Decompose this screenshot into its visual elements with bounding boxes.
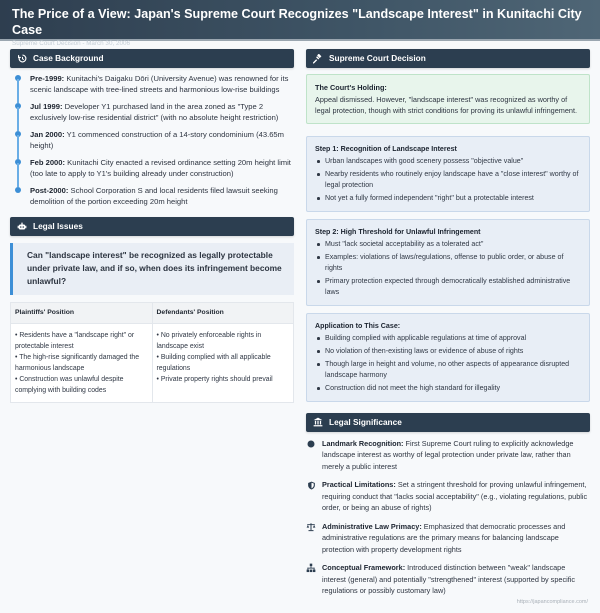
significance-text: Introduced distinction between "weak" landscape interest (general) and potentially "strengthened" interest (supported by specific regulations or possibly customary law) bbox=[322, 563, 576, 595]
decision-title: Supreme Court Decision bbox=[329, 53, 426, 64]
step-title: Application to This Case: bbox=[315, 321, 401, 330]
timeline-text: Developer Y1 purchased land in the area zoned as "Type 2 exclusively low-rise residential district" (with no absolute height restriction) bbox=[30, 102, 279, 122]
step-item: Construction did not meet the high standard for illegality bbox=[315, 383, 581, 394]
table-row bbox=[11, 323, 294, 402]
significance-text: Emphasized that democratic processes and administrative regulations are the primary means for balancing landscape protection with property development rights bbox=[322, 521, 566, 554]
step-2-box bbox=[306, 219, 590, 306]
holding-text: Appeal dismissed. However, "landscape interest" was recognized as worthy of legal protection, though with strict conditions for proving its unlawful infringement. bbox=[315, 94, 578, 115]
application-box bbox=[306, 313, 590, 402]
timeline-date: Pre-1999: bbox=[30, 74, 65, 83]
significance-item bbox=[306, 521, 590, 556]
legal-question: Can "landscape interest" be recognized as legally protectable under private law, and if so, when does its infringement become unlawful? bbox=[10, 243, 294, 295]
significance-text: Set a stringent threshold for proving unlawful infringement, requiring conduct that "lacks social acceptability" (e.g., violating regulations, public order, or being an abuse of rights) bbox=[322, 480, 588, 512]
significance-item bbox=[306, 479, 590, 514]
plaintiffs-header: Plaintiffs' Position bbox=[11, 303, 153, 324]
legal-issues-title: Legal Issues bbox=[33, 221, 83, 232]
timeline-connector bbox=[17, 135, 19, 159]
gavel-icon bbox=[313, 54, 323, 64]
timeline-item bbox=[30, 73, 294, 101]
defendants-cell bbox=[152, 323, 294, 402]
balance-icon bbox=[17, 222, 27, 232]
timeline-connector bbox=[17, 79, 19, 103]
step-item: Though large in height and volume, no other aspects of appearance disrupted landscape harmony bbox=[315, 359, 581, 381]
footer-url[interactable]: https://japancompliance.com/ bbox=[516, 599, 588, 606]
significance-label: Landmark Recognition: bbox=[322, 438, 404, 448]
step-title: Step 1: Recognition of Landscape Interest bbox=[315, 144, 457, 153]
page-header bbox=[0, 0, 600, 47]
step-item: Examples: violations of laws/regulations, offense to public order, or abuse of rights bbox=[315, 252, 581, 274]
defendant-point: • No privately enforceable rights in landscape exist bbox=[156, 331, 262, 350]
case-background-title: Case Background bbox=[33, 53, 104, 64]
timeline-item bbox=[30, 157, 294, 185]
plaintiff-point: • The high-rise significantly damaged the harmonious landscape bbox=[15, 353, 140, 372]
step-item: Nearby residents who routinely enjoy landscape have a "close interest" worthy of legal protection bbox=[315, 169, 581, 191]
timeline-connector bbox=[17, 107, 19, 131]
history-icon bbox=[17, 54, 27, 64]
page-subtitle: Supreme Court Decision - March 30, 2006 bbox=[12, 40, 130, 47]
timeline-date: Jul 1999: bbox=[30, 102, 63, 111]
decision-header bbox=[306, 49, 590, 68]
significance-label: Administrative Law Primacy: bbox=[322, 521, 422, 531]
timeline-date: Jan 2000: bbox=[30, 130, 65, 139]
step-item: Must "lack societal acceptability as a tolerated act" bbox=[315, 239, 581, 250]
plaintiff-point: • Construction was unlawful despite complying with building codes bbox=[15, 375, 124, 394]
holding-title: The Court's Holding: bbox=[315, 83, 387, 92]
timeline bbox=[10, 73, 294, 213]
significance-header bbox=[306, 413, 590, 432]
sitemap-icon bbox=[306, 563, 316, 573]
step-title: Step 2: High Threshold for Unlawful Infringement bbox=[315, 227, 481, 236]
significance-list bbox=[306, 438, 590, 597]
timeline-text: Y1 commenced construction of a 14-story condominium (43.65m height) bbox=[30, 130, 284, 150]
timeline-text: Kunitachi's Daigaku Dōri (University Avenue) was renowned for its scenic landscape with tree-lined streets and harmonious low-rise buildings bbox=[30, 74, 289, 94]
significance-label: Conceptual Framework: bbox=[322, 563, 406, 572]
timeline-item bbox=[30, 185, 294, 213]
legal-issues-header bbox=[10, 217, 294, 236]
circle-icon bbox=[306, 439, 316, 449]
timeline-item bbox=[30, 129, 294, 157]
timeline-connector bbox=[17, 163, 19, 187]
step-item: Building complied with applicable regulations at time of approval bbox=[315, 333, 581, 344]
significance-text: First Supreme Court ruling to explicitly acknowledge landscape interest as worthy of legal protection under private law, rather than merely a public interest bbox=[322, 438, 574, 471]
page-title: The Price of a View: Japan's Supreme Court Recognizes "Landscape Interest" in Kunitachi City Case bbox=[12, 7, 582, 37]
step-item: Primary protection expected through democratically established administrative laws bbox=[315, 276, 581, 298]
timeline-date: Feb 2000: bbox=[30, 158, 66, 167]
shield-icon bbox=[306, 480, 316, 490]
timeline-text: School Corporation S and local residents filed lawsuit seeking demolition of the portion exceeding 20m height bbox=[30, 186, 278, 206]
timeline-text: Kunitachi City enacted a revised ordinance setting 20m height limit (too late to apply to Y1's building already under construction) bbox=[30, 158, 291, 178]
significance-label: Practical Limitations: bbox=[322, 480, 396, 489]
plaintiffs-cell bbox=[11, 323, 153, 402]
table-header-row bbox=[11, 303, 294, 324]
plaintiff-point: • Residents have a "landscape right" or protectable interest bbox=[15, 331, 135, 350]
timeline-dot bbox=[15, 187, 21, 193]
step-1-box bbox=[306, 136, 590, 212]
timeline-date: Post-2000: bbox=[30, 186, 69, 195]
defendant-point: • Private property rights should prevail bbox=[156, 375, 273, 383]
right-column bbox=[306, 49, 590, 604]
defendant-point: • Building complied with all applicable regulations bbox=[156, 353, 271, 372]
timeline-item bbox=[30, 101, 294, 129]
case-background-header bbox=[10, 49, 294, 68]
significance-item bbox=[306, 438, 590, 473]
step-item: No violation of then-existing laws or evidence of abuse of rights bbox=[315, 346, 581, 357]
step-item: Urban landscapes with good scenery possess "objective value" bbox=[315, 156, 581, 167]
significance-item bbox=[306, 562, 590, 597]
step-item: Not yet a fully formed independent "right" but a protectable interest bbox=[315, 193, 581, 204]
defendants-header: Defendants' Position bbox=[152, 303, 294, 324]
court-holding bbox=[306, 74, 590, 124]
significance-title: Legal Significance bbox=[329, 416, 402, 427]
landmark-icon bbox=[313, 417, 323, 427]
positions-table bbox=[10, 302, 294, 403]
scale-icon bbox=[306, 522, 316, 532]
left-column bbox=[10, 49, 294, 403]
